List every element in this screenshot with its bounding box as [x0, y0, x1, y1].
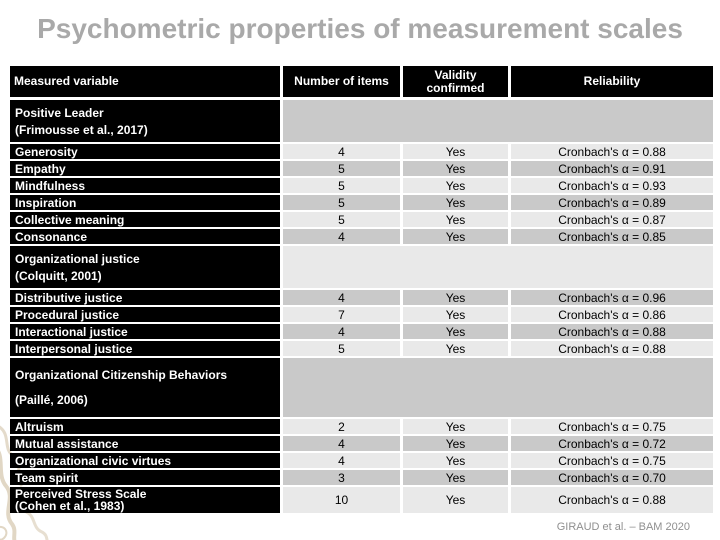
measured-variable-cell: Team spirit: [10, 470, 280, 485]
psychometric-table: [10, 66, 713, 515]
reliability-cell: Cronbach's α = 0.72: [511, 436, 713, 451]
measured-variable-cell: Organizational civic virtues: [10, 453, 280, 468]
items-cell: 3: [283, 470, 400, 485]
page-title: Psychometric properties of measurement scales: [37, 13, 683, 44]
group-title: Organizational Citizenship Behaviors: [15, 367, 228, 382]
slide-footer-credit: GIRAUD et al. – BAM 2020: [556, 521, 690, 533]
group-citation: (Paillé, 2006): [15, 393, 88, 408]
validity-cell: Yes: [403, 453, 508, 468]
table-row-perceived-stress-scale: [10, 487, 713, 513]
validity-cell: Yes: [403, 487, 508, 513]
items-cell: 5: [283, 212, 400, 227]
table-row: [10, 341, 713, 356]
scale-name: Perceived Stress Scale: [15, 486, 147, 501]
items-cell: 5: [283, 341, 400, 356]
group-title: Positive Leader: [15, 105, 104, 120]
measured-variable-cell: Interactional justice: [10, 324, 280, 339]
measured-variable-cell: Distributive justice: [10, 290, 280, 305]
measured-variable-cell: Empathy: [10, 161, 280, 176]
validity-cell: Yes: [403, 324, 508, 339]
measured-variable-cell: Mutual assistance: [10, 436, 280, 451]
items-cell: 5: [283, 195, 400, 210]
table-row: [10, 324, 713, 339]
group-title-cell: [10, 100, 280, 142]
validity-cell: Yes: [403, 341, 508, 356]
table-row: [10, 307, 713, 322]
group-row-ocb: [10, 358, 713, 417]
items-cell: 4: [283, 290, 400, 305]
items-cell: 7: [283, 307, 400, 322]
items-cell: 4: [283, 229, 400, 244]
table-row: [10, 436, 713, 451]
group-title-cell: [10, 246, 280, 288]
items-cell: 4: [283, 324, 400, 339]
validity-cell: Yes: [403, 307, 508, 322]
group-band: [283, 358, 713, 417]
table-row: [10, 470, 713, 485]
reliability-cell: Cronbach's α = 0.88: [511, 341, 713, 356]
column-header-measured-variable: Measured variable: [10, 66, 280, 97]
reliability-cell: Cronbach's α = 0.89: [511, 195, 713, 210]
reliability-cell: Cronbach's α = 0.88: [511, 487, 713, 513]
reliability-cell: Cronbach's α = 0.85: [511, 229, 713, 244]
column-header-validity-confirmed: Validity confirmed: [403, 66, 508, 97]
items-cell: 10: [283, 487, 400, 513]
validity-cell: Yes: [403, 419, 508, 434]
items-cell: 4: [283, 436, 400, 451]
measured-variable-cell: Collective meaning: [10, 212, 280, 227]
group-title: Organizational justice: [15, 251, 140, 266]
group-title-cell: [10, 358, 280, 417]
validity-cell: Yes: [403, 178, 508, 193]
reliability-cell: Cronbach's α = 0.75: [511, 419, 713, 434]
group-citation: (Frimousse et al., 2017): [15, 122, 148, 137]
measured-variable-cell: Interpersonal justice: [10, 341, 280, 356]
reliability-cell: Cronbach's α = 0.86: [511, 307, 713, 322]
measured-variable-cell: [10, 487, 280, 513]
items-cell: 2: [283, 419, 400, 434]
table-row: [10, 144, 713, 159]
group-row-organizational-justice: [10, 246, 713, 288]
items-cell: 5: [283, 161, 400, 176]
items-cell: 4: [283, 144, 400, 159]
table-row: [10, 290, 713, 305]
reliability-cell: Cronbach's α = 0.88: [511, 144, 713, 159]
measured-variable-cell: Altruism: [10, 419, 280, 434]
table-row: [10, 178, 713, 193]
measured-variable-cell: Consonance: [10, 229, 280, 244]
table-row: [10, 195, 713, 210]
items-cell: 4: [283, 453, 400, 468]
reliability-cell: Cronbach's α = 0.91: [511, 161, 713, 176]
reliability-cell: Cronbach's α = 0.87: [511, 212, 713, 227]
reliability-cell: Cronbach's α = 0.88: [511, 324, 713, 339]
reliability-cell: Cronbach's α = 0.93: [511, 178, 713, 193]
validity-cell: Yes: [403, 436, 508, 451]
reliability-cell: Cronbach's α = 0.75: [511, 453, 713, 468]
table-row: [10, 212, 713, 227]
column-header-number-of-items: Number of items: [283, 66, 400, 97]
table-row: [10, 161, 713, 176]
group-citation: (Colquitt, 2001): [15, 268, 102, 283]
reliability-cell: Cronbach's α = 0.70: [511, 470, 713, 485]
group-row-positive-leader: [10, 100, 713, 142]
table-row: [10, 419, 713, 434]
table-row: [10, 229, 713, 244]
validity-cell: Yes: [403, 212, 508, 227]
measured-variable-cell: Mindfulness: [10, 178, 280, 193]
group-band: [283, 246, 713, 288]
validity-cell: Yes: [403, 195, 508, 210]
measured-variable-cell: Generosity: [10, 144, 280, 159]
validity-cell: Yes: [403, 161, 508, 176]
scale-citation: (Cohen et al., 1983): [15, 499, 125, 513]
table-header-row: [10, 66, 713, 97]
validity-cell: Yes: [403, 144, 508, 159]
items-cell: 5: [283, 178, 400, 193]
validity-cell: Yes: [403, 290, 508, 305]
group-band: [283, 100, 713, 142]
column-header-reliability: Reliability: [511, 66, 713, 97]
reliability-cell: Cronbach's α = 0.96: [511, 290, 713, 305]
validity-cell: Yes: [403, 470, 508, 485]
table-row: [10, 453, 713, 468]
validity-cell: Yes: [403, 229, 508, 244]
measured-variable-cell: Inspiration: [10, 195, 280, 210]
measured-variable-cell: Procedural justice: [10, 307, 280, 322]
